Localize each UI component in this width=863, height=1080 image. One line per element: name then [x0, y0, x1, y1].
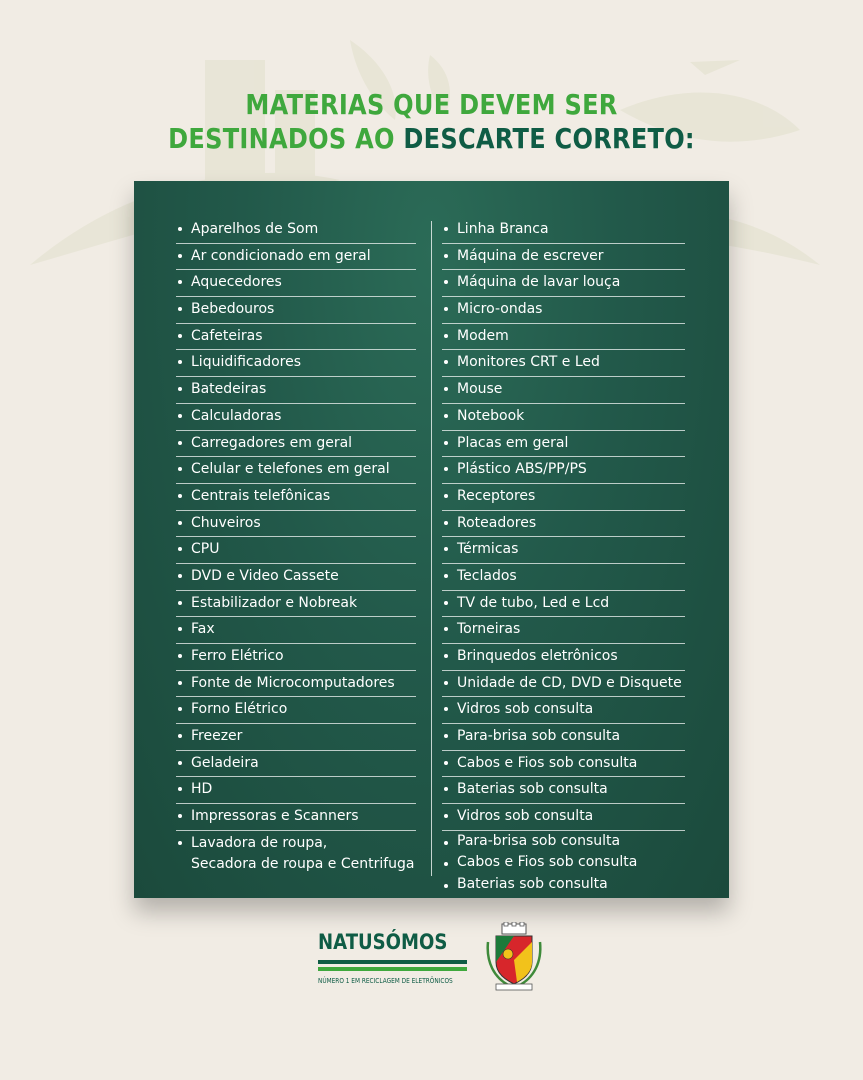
list-item-line-2: Secadora de roupa e Centrifuga: [191, 855, 415, 872]
column-divider: [431, 221, 432, 876]
list-item: Celular e telefones em geral: [176, 457, 416, 484]
list-item: Para-brisa sob consulta: [442, 831, 685, 853]
list-item: Fax: [176, 617, 416, 644]
logo-stripe-green: [318, 967, 467, 971]
list-item: Ferro Elétrico: [176, 644, 416, 671]
list-item: Calculadoras: [176, 404, 416, 431]
list-item: DVD e Video Cassete: [176, 564, 416, 591]
logo-stripe-dark: [318, 960, 467, 964]
list-item: Máquina de lavar louça: [442, 270, 685, 297]
list-item: Baterias sob consulta: [442, 777, 685, 804]
title-line-2-dark: DESCARTE CORRETO:: [403, 122, 695, 155]
list-item: Torneiras: [442, 617, 685, 644]
list-item-multiline: [176, 831, 416, 875]
list-item: Unidade de CD, DVD e Disquete: [442, 671, 685, 698]
list-item: Ar condicionado em geral: [176, 244, 416, 271]
list-item: Receptores: [442, 484, 685, 511]
list-item: Carregadores em geral: [176, 431, 416, 458]
list-item: Vidros sob consulta: [442, 804, 685, 831]
list-item: Teclados: [442, 564, 685, 591]
list-item: Geladeira: [176, 751, 416, 778]
materials-list-right: [442, 217, 685, 895]
list-item: Impressoras e Scanners: [176, 804, 416, 831]
list-item: Baterias sob consulta: [442, 874, 685, 896]
list-item: Micro-ondas: [442, 297, 685, 324]
list-item: Para-brisa sob consulta: [442, 724, 685, 751]
list-item: Forno Elétrico: [176, 697, 416, 724]
list-item: Liquidificadores: [176, 350, 416, 377]
list-item: Cabos e Fios sob consulta: [442, 751, 685, 778]
title-line-2-green: DESTINADOS AO: [168, 122, 395, 155]
list-item: Cafeteiras: [176, 324, 416, 351]
list-item: Máquina de escrever: [442, 244, 685, 271]
materials-board: [134, 181, 729, 898]
brand-logo: NATUSÓMOS: [318, 930, 448, 954]
list-item-line-1: Lavadora de roupa,: [191, 834, 328, 851]
materials-list-left: [176, 217, 416, 875]
list-item: Linha Branca: [442, 217, 685, 244]
title-line-1: MATERIAS QUE DEVEM SER: [245, 88, 618, 121]
list-item: TV de tubo, Led e Lcd: [442, 591, 685, 618]
list-item: Chuveiros: [176, 511, 416, 538]
list-item: Monitores CRT e Led: [442, 350, 685, 377]
list-item: Cabos e Fios sob consulta: [442, 852, 685, 874]
list-item: Aquecedores: [176, 270, 416, 297]
list-item: Vidros sob consulta: [442, 697, 685, 724]
list-item: Plástico ABS/PP/PS: [442, 457, 685, 484]
page-title: [60, 88, 802, 156]
list-item: CPU: [176, 537, 416, 564]
list-item: Estabilizador e Nobreak: [176, 591, 416, 618]
list-item: Batedeiras: [176, 377, 416, 404]
list-item: Placas em geral: [442, 431, 685, 458]
list-item: Modem: [442, 324, 685, 351]
list-item: Fonte de Microcomputadores: [176, 671, 416, 698]
list-item: Brinquedos eletrônicos: [442, 644, 685, 671]
list-item: Aparelhos de Som: [176, 217, 416, 244]
list-item: Roteadores: [442, 511, 685, 538]
list-item: HD: [176, 777, 416, 804]
list-item: Bebedouros: [176, 297, 416, 324]
list-item: Mouse: [442, 377, 685, 404]
list-item: Centrais telefônicas: [176, 484, 416, 511]
municipal-seal-icon: [484, 922, 544, 992]
list-item: Notebook: [442, 404, 685, 431]
brand-tagline: NÚMERO 1 EM RECICLAGEM DE ELETRÔNICOS: [318, 977, 453, 985]
list-item: Freezer: [176, 724, 416, 751]
list-item: Térmicas: [442, 537, 685, 564]
